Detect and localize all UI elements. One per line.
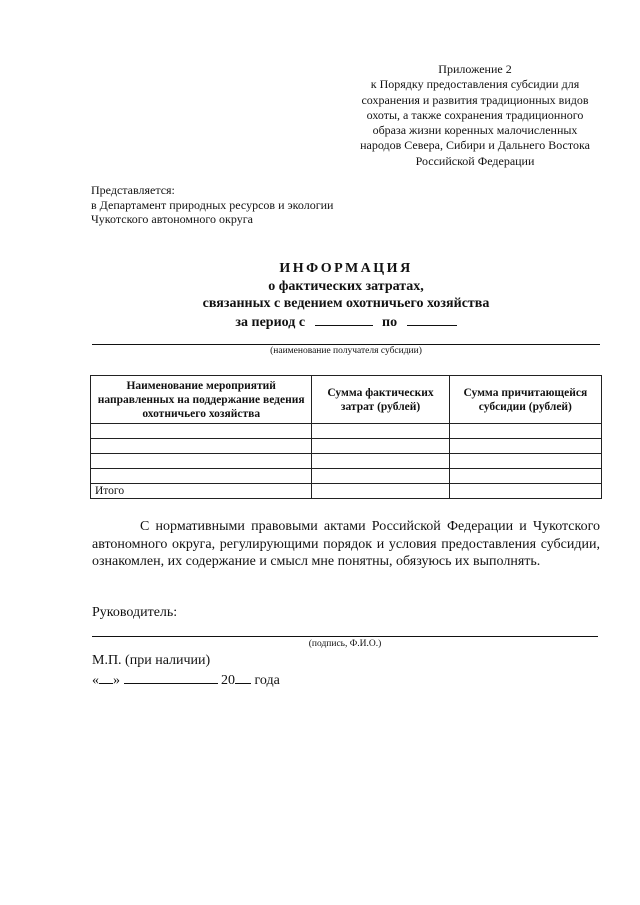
table-cell[interactable] (449, 454, 601, 469)
month-field[interactable] (124, 670, 218, 684)
table-cell[interactable] (91, 439, 312, 454)
statement-text: С нормативными правовыми актами Российской Федерации и Чукотского автономного округа, регулирующими порядок и условия предоставления субсидии, ознакомлен, их содержание и смысл мне понятны, обязуюсь их выполнять. (92, 519, 600, 569)
table-cell[interactable] (449, 439, 601, 454)
head-label: Руководитель: (92, 605, 178, 620)
addressee-block (91, 183, 421, 227)
header-activities: Наименование мероприятий направленных на поддержание ведения охотничьего хозяйства (91, 376, 312, 424)
period-prefix: за период с (235, 314, 306, 330)
appendix-line: образа жизни коренных малочисленных (372, 123, 578, 138)
title-subtitle: связанных с ведением охотничьего хозяйства (202, 296, 490, 311)
period-line (92, 313, 600, 332)
table-cell[interactable] (312, 424, 449, 439)
table-header-row (91, 376, 602, 424)
stamp-label: М.П. (при наличии) (92, 653, 211, 668)
appendix-line: Российской Федерации (415, 153, 535, 168)
table-cell[interactable] (91, 424, 312, 439)
title-main: ИНФОРМАЦИЯ (279, 261, 413, 276)
signature-caption: (подпись, Ф.И.О.) (308, 639, 382, 649)
document-title (92, 260, 600, 331)
period-mid: по (382, 314, 398, 330)
addressee-line: Чукотского автономного округа (91, 212, 253, 226)
costs-table (90, 375, 602, 499)
year-prefix: 20 (221, 673, 235, 688)
table-cell[interactable] (449, 424, 601, 439)
addressee-line: Представляется: (91, 183, 175, 197)
header-actual-costs: Сумма фактических затрат (рублей) (312, 376, 449, 424)
header-subsidy-amount: Сумма причитающейся субсидии (рублей) (449, 376, 601, 424)
table-cell[interactable] (91, 454, 312, 469)
date-quote-close: » (113, 673, 120, 688)
recipient-name-field[interactable] (92, 344, 600, 345)
table-row (91, 439, 602, 454)
table-cell[interactable] (312, 439, 449, 454)
table-cell[interactable] (449, 469, 601, 484)
year-field[interactable] (235, 670, 251, 684)
table-cell[interactable] (91, 469, 312, 484)
signature-field[interactable] (92, 636, 598, 637)
appendix-line: Приложение 2 (438, 62, 512, 76)
table-cell[interactable] (312, 454, 449, 469)
appendix-line: к Порядку предоставления субсидии для (370, 77, 580, 92)
table-cell[interactable] (312, 469, 449, 484)
appendix-note (345, 62, 605, 169)
title-subtitle: о фактических затратах, (268, 278, 424, 294)
table-row (91, 454, 602, 469)
period-end-field[interactable] (407, 313, 457, 326)
year-suffix: года (254, 673, 280, 688)
date-line (92, 670, 280, 689)
table-row (91, 424, 602, 439)
date-quote-open: « (92, 673, 99, 688)
total-actual-cell[interactable] (312, 484, 449, 499)
acknowledgement-statement (92, 518, 600, 571)
appendix-line: народов Севера, Сибири и Дальнего Востока (360, 138, 590, 153)
table-row (91, 469, 602, 484)
total-label: Итого (91, 484, 312, 499)
appendix-line: сохранения и развития традиционных видов (361, 92, 589, 107)
total-row (91, 484, 602, 499)
total-subsidy-cell[interactable] (449, 484, 601, 499)
period-start-field[interactable] (315, 313, 373, 326)
addressee-line: в Департамент природных ресурсов и экологии (91, 197, 334, 212)
appendix-line: охоты, а также сохранения традиционного (366, 107, 584, 122)
recipient-caption: (наименование получателя субсидии) (270, 346, 422, 356)
day-field[interactable] (99, 670, 113, 684)
